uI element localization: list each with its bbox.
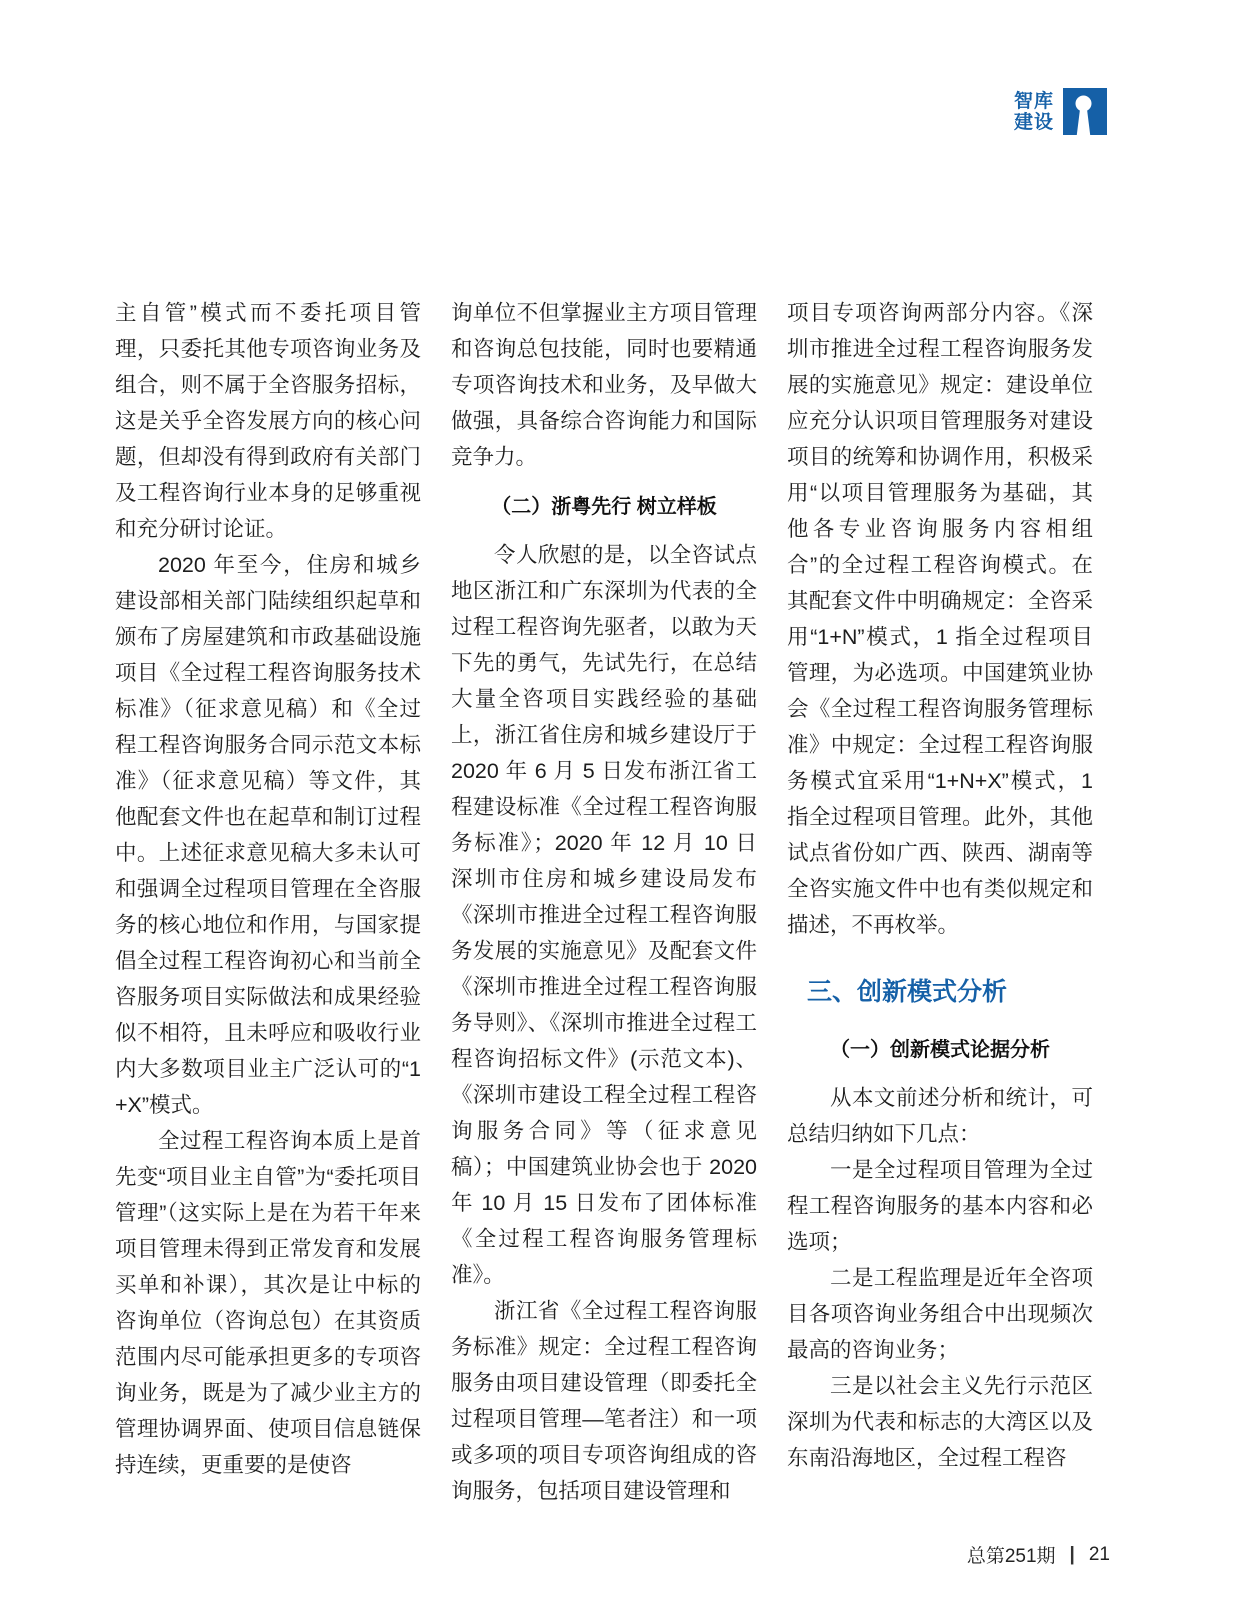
keyhole-icon xyxy=(1063,88,1107,135)
paragraph: 主自管”模式而不委托项目管理，只委托其他专项咨询业务及组合，则不属于全咨服务招标，这是关乎全咨发展方向的核心问题，但却没有得到政府有关部门及工程咨询行业本身的足够重视和充分研讨论证。 xyxy=(115,301,421,541)
sub-heading: （一）创新模式论据分析 xyxy=(830,1039,1050,1061)
paragraph: 三是以社会主义先行示范区深圳为代表和标志的大湾区以及东南沿海地区，全过程工程咨 xyxy=(787,1374,1093,1470)
article-column-3 xyxy=(787,295,1093,1509)
article-column-1 xyxy=(115,295,421,1509)
paragraph: 项目专项咨询两部分内容。《深圳市推进全过程工程咨询服务发展的实施意见》规定：建设单位应充分认识项目管理服务对建设项目的统筹和协调作用，积极采用“以项目管理服务为基础，其他各专业咨询服务内容相组合”的全过程工程咨询模式。在其配套文件中明确规定：全咨采用“1+N”模式，1 指全过程项目管理，为必选项。中国建筑业协会《全过程工程咨询服务管理标准》中规定：全过程工程咨询服务模式宜采用“1+N+X”模式，1 指全过程项目管理。此外，其他试点省份如广西、陕西、湖南等全咨实施文件中也有类似规定和描述，不再枚举。 xyxy=(787,301,1093,937)
paragraph: 一是全过程项目管理为全过程工程咨询服务的基本内容和必选项； xyxy=(787,1158,1093,1254)
sub-heading: （二）浙粤先行 树立样板 xyxy=(491,496,717,518)
page-header xyxy=(1014,88,1107,135)
logo-line1: 智库 xyxy=(1013,90,1054,112)
page-footer xyxy=(967,1541,1110,1568)
issue-label: 总第251期 xyxy=(966,1546,1056,1567)
logo-text xyxy=(1014,91,1054,133)
paragraph: 从本文前述分析和统计，可总结归纳如下几点： xyxy=(787,1086,1093,1146)
paragraph: 2020 年至今，住房和城乡建设部相关部门陆续组织起草和颁布了房屋建筑和市政基础设施项目《全过程工程咨询服务技术标准》（征求意见稿）和《全过程工程咨询服务合同示范文本标准》（征求意见稿）等文件，其他配套文件也在起草和制订过程中。上述征求意见稿大多未认可和强调全过程项目管理在全咨服务的核心地位和作用，与国家提倡全过程工程咨询初心和当前全咨服务项目实际做法和成果经验似不相符，且未呼应和吸收行业内大多数项目业主广泛认可的“1+X”模式。 xyxy=(115,553,421,1117)
article-body xyxy=(115,295,1093,1509)
paragraph: 询单位不但掌握业主方项目管理和咨询总包技能，同时也要精通专项咨询技术和业务，及早做大做强，具备综合咨询能力和国际竞争力。 xyxy=(451,301,757,469)
logo-line2: 建设 xyxy=(1013,111,1054,133)
paragraph: 全过程工程咨询本质上是首先变“项目业主自管”为“委托项目管理”（这实际上是在为若干年来项目管理未得到正常发育和发展买单和补课），其次是让中标的咨询单位（咨询总包）在其资质范围内尽可能承担更多的专项咨询业务，既是为了减少业主方的管理协调界面、使项目信息链保持连续，更重要的是使咨 xyxy=(115,1129,421,1477)
paragraph: 令人欣慰的是，以全咨试点地区浙江和广东深圳为代表的全过程工程咨询先驱者，以敢为天下先的勇气，先试先行，在总结大量全咨项目实践经验的基础上，浙江省住房和城乡建设厅于 2020 年 6 月 5 日发布浙江省工程建设标准《全过程工程咨询服务标准》；2020 年 12 月 10 日深圳市住房和城乡建设局发布《深圳市推进全过程工程咨询服务发展的实施意见》及配套文件《深圳市推进全过程工程咨询服务导则》、《深圳市推进全过程工程咨询招标文件》(示范文本)、《深圳市建设工程全过程工程咨询服务合同》等（征求意见稿）；中国建筑业协会也于 2020 年 10 月 15 日发布了团体标准《全过程工程咨询服务管理标准》。 xyxy=(451,543,757,1287)
article-column-2 xyxy=(451,295,757,1509)
paragraph: 浙江省《全过程工程咨询服务标准》规定：全过程工程咨询服务由项目建设管理（即委托全过程项目管理—笔者注）和一项或多项的项目专项咨询组成的咨询服务，包括项目建设管理和 xyxy=(451,1299,757,1503)
footer-separator: | xyxy=(1069,1543,1075,1565)
section-heading: 三、创新模式分析 xyxy=(807,978,1008,1006)
paragraph: 二是工程监理是近年全咨项目各项咨询业务组合中出现频次最高的咨询业务； xyxy=(787,1266,1093,1362)
page-number: 21 xyxy=(1088,1543,1110,1565)
